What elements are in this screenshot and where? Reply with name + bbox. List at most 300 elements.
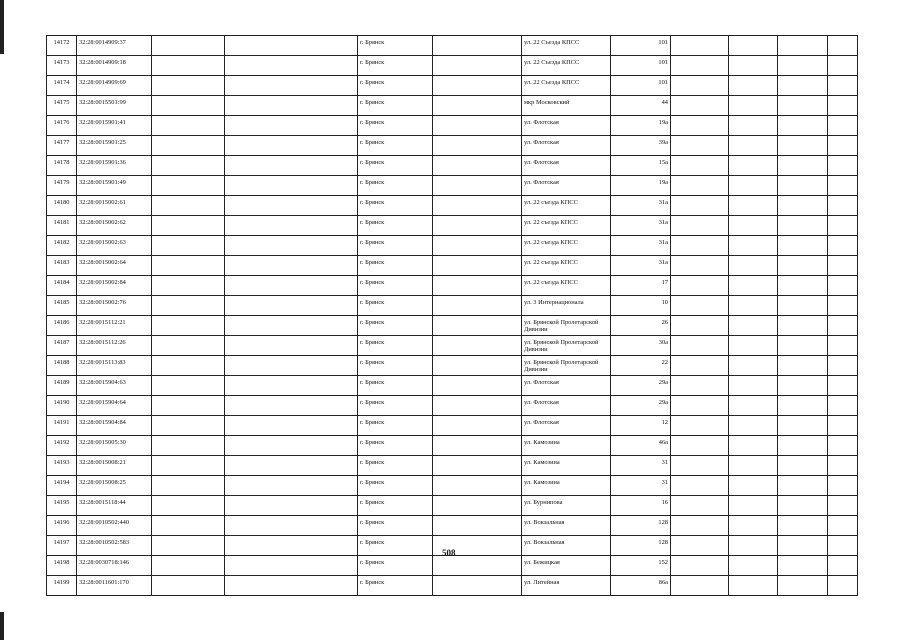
city-cell: г. Брянск <box>358 196 433 216</box>
empty-cell <box>433 496 522 516</box>
row-number-cell: 14188 <box>47 356 77 376</box>
empty-cell <box>152 376 225 396</box>
city-cell: г. Брянск <box>358 436 433 456</box>
house-number-cell: 19а <box>611 176 671 196</box>
empty-cell <box>828 576 858 596</box>
table-row <box>47 496 858 516</box>
empty-cell <box>828 316 858 336</box>
property-registry-table <box>46 35 858 596</box>
empty-cell <box>778 356 828 376</box>
empty-cell <box>225 456 358 476</box>
empty-cell <box>152 516 225 536</box>
empty-cell <box>671 376 729 396</box>
empty-cell <box>671 456 729 476</box>
empty-cell <box>152 396 225 416</box>
empty-cell <box>778 276 828 296</box>
cadastral-number-cell: 32:28:0015005:30 <box>77 436 152 456</box>
house-number-cell: 10 <box>611 296 671 316</box>
street-cell: ул. Литейная <box>522 576 611 596</box>
table-row <box>47 436 858 456</box>
empty-cell <box>729 76 778 96</box>
cadastral-number-cell: 32:28:0015002:62 <box>77 216 152 236</box>
empty-cell <box>729 396 778 416</box>
empty-cell <box>729 316 778 336</box>
empty-cell <box>433 576 522 596</box>
empty-cell <box>729 256 778 276</box>
empty-cell <box>152 96 225 116</box>
empty-cell <box>671 336 729 356</box>
table-row <box>47 96 858 116</box>
table-row <box>47 316 858 336</box>
empty-cell <box>828 496 858 516</box>
empty-cell <box>433 456 522 476</box>
row-number-cell: 14182 <box>47 236 77 256</box>
house-number-cell: 128 <box>611 536 671 556</box>
empty-cell <box>671 276 729 296</box>
empty-cell <box>778 576 828 596</box>
table-row <box>47 196 858 216</box>
row-number-cell: 14194 <box>47 476 77 496</box>
empty-cell <box>225 436 358 456</box>
empty-cell <box>671 556 729 576</box>
house-number-cell: 17 <box>611 276 671 296</box>
row-number-cell: 14174 <box>47 76 77 96</box>
city-cell: г. Брянск <box>358 296 433 316</box>
empty-cell <box>828 236 858 256</box>
empty-cell <box>778 96 828 116</box>
empty-cell <box>778 516 828 536</box>
empty-cell <box>152 176 225 196</box>
row-number-cell: 14189 <box>47 376 77 396</box>
row-number-cell: 14180 <box>47 196 77 216</box>
empty-cell <box>433 236 522 256</box>
cadastral-number-cell: 32:28:0015112:26 <box>77 336 152 356</box>
row-number-cell: 14173 <box>47 56 77 76</box>
empty-cell <box>225 576 358 596</box>
street-cell: ул. 3 Интернационала <box>522 296 611 316</box>
row-number-cell: 14191 <box>47 416 77 436</box>
city-cell: г. Брянск <box>358 536 433 556</box>
empty-cell <box>433 336 522 356</box>
city-cell: г. Брянск <box>358 496 433 516</box>
empty-cell <box>828 456 858 476</box>
row-number-cell: 14181 <box>47 216 77 236</box>
city-cell: г. Брянск <box>358 216 433 236</box>
row-number-cell: 14186 <box>47 316 77 336</box>
table-row <box>47 556 858 576</box>
row-number-cell: 14176 <box>47 116 77 136</box>
empty-cell <box>671 536 729 556</box>
empty-cell <box>671 316 729 336</box>
empty-cell <box>671 396 729 416</box>
house-number-cell: 12 <box>611 416 671 436</box>
empty-cell <box>778 396 828 416</box>
city-cell: г. Брянск <box>358 376 433 396</box>
empty-cell <box>729 216 778 236</box>
cadastral-number-cell: 32:28:0015008:25 <box>77 476 152 496</box>
house-number-cell: 31 <box>611 456 671 476</box>
cadastral-number-cell: 32:28:0015002:84 <box>77 276 152 296</box>
city-cell: г. Брянск <box>358 396 433 416</box>
cadastral-number-cell: 32:28:0015904:84 <box>77 416 152 436</box>
cadastral-number-cell: 32:28:0010502:583 <box>77 536 152 556</box>
empty-cell <box>729 116 778 136</box>
cadastral-number-cell: 32:28:0015501:99 <box>77 96 152 116</box>
empty-cell <box>778 476 828 496</box>
empty-cell <box>828 336 858 356</box>
empty-cell <box>828 556 858 576</box>
empty-cell <box>729 156 778 176</box>
table-row <box>47 516 858 536</box>
cadastral-number-cell: 32:28:0014909:69 <box>77 76 152 96</box>
empty-cell <box>433 96 522 116</box>
row-number-cell: 14187 <box>47 336 77 356</box>
table-row <box>47 76 858 96</box>
empty-cell <box>671 236 729 256</box>
city-cell: г. Брянск <box>358 116 433 136</box>
table-row <box>47 36 858 56</box>
empty-cell <box>152 436 225 456</box>
empty-cell <box>778 136 828 156</box>
empty-cell <box>433 376 522 396</box>
empty-cell <box>828 196 858 216</box>
table-row <box>47 376 858 396</box>
street-cell: ул. Вокзальная <box>522 516 611 536</box>
table-row <box>47 176 858 196</box>
empty-cell <box>152 276 225 296</box>
empty-cell <box>152 576 225 596</box>
empty-cell <box>671 576 729 596</box>
empty-cell <box>778 416 828 436</box>
empty-cell <box>828 76 858 96</box>
page-number: 508 <box>442 548 456 558</box>
empty-cell <box>729 236 778 256</box>
table-row <box>47 256 858 276</box>
empty-cell <box>729 576 778 596</box>
empty-cell <box>152 76 225 96</box>
row-number-cell: 14195 <box>47 496 77 516</box>
street-cell: ул. Камозина <box>522 476 611 496</box>
street-cell: ул. Бурнипова <box>522 496 611 516</box>
city-cell: г. Брянск <box>358 456 433 476</box>
cadastral-number-cell: 32:28:0015901:36 <box>77 156 152 176</box>
table-row <box>47 296 858 316</box>
empty-cell <box>225 76 358 96</box>
empty-cell <box>729 516 778 536</box>
house-number-cell: 46а <box>611 436 671 456</box>
empty-cell <box>778 216 828 236</box>
city-cell: г. Брянск <box>358 56 433 76</box>
empty-cell <box>433 476 522 496</box>
city-cell: г. Брянск <box>358 256 433 276</box>
street-cell: мкр Московский <box>522 96 611 116</box>
empty-cell <box>778 196 828 216</box>
house-number-cell: 22 <box>611 356 671 376</box>
empty-cell <box>828 376 858 396</box>
city-cell: г. Брянск <box>358 476 433 496</box>
city-cell: г. Брянск <box>358 76 433 96</box>
street-cell: ул. Флотская <box>522 376 611 396</box>
cadastral-number-cell: 32:28:0015901:25 <box>77 136 152 156</box>
house-number-cell: 128 <box>611 516 671 536</box>
house-number-cell: 31а <box>611 216 671 236</box>
empty-cell <box>152 496 225 516</box>
row-number-cell: 14185 <box>47 296 77 316</box>
empty-cell <box>828 536 858 556</box>
empty-cell <box>729 276 778 296</box>
empty-cell <box>433 216 522 236</box>
empty-cell <box>828 416 858 436</box>
cadastral-number-cell: 32:28:0014909:37 <box>77 36 152 56</box>
house-number-cell: 15а <box>611 156 671 176</box>
empty-cell <box>433 116 522 136</box>
house-number-cell: 86а <box>611 576 671 596</box>
scan-edge-mark-bottom <box>0 612 4 640</box>
house-number-cell: 30а <box>611 336 671 356</box>
empty-cell <box>152 56 225 76</box>
empty-cell <box>225 176 358 196</box>
empty-cell <box>225 236 358 256</box>
row-number-cell: 14198 <box>47 556 77 576</box>
empty-cell <box>225 56 358 76</box>
house-number-cell: 39а <box>611 136 671 156</box>
table-row <box>47 456 858 476</box>
empty-cell <box>729 96 778 116</box>
empty-cell <box>225 136 358 156</box>
empty-cell <box>225 216 358 236</box>
empty-cell <box>671 496 729 516</box>
row-number-cell: 14199 <box>47 576 77 596</box>
table-row <box>47 56 858 76</box>
house-number-cell: 26 <box>611 316 671 336</box>
empty-cell <box>433 56 522 76</box>
empty-cell <box>778 116 828 136</box>
street-cell: ул. 22 съезда КПСС <box>522 196 611 216</box>
empty-cell <box>729 436 778 456</box>
house-number-cell: 29а <box>611 396 671 416</box>
empty-cell <box>225 476 358 496</box>
cadastral-number-cell: 32:28:0015112:21 <box>77 316 152 336</box>
empty-cell <box>152 156 225 176</box>
empty-cell <box>152 36 225 56</box>
table-row <box>47 356 858 376</box>
empty-cell <box>729 136 778 156</box>
empty-cell <box>729 56 778 76</box>
empty-cell <box>828 96 858 116</box>
empty-cell <box>671 76 729 96</box>
cadastral-number-cell: 32:28:0015901:41 <box>77 116 152 136</box>
empty-cell <box>433 176 522 196</box>
empty-cell <box>671 116 729 136</box>
city-cell: г. Брянск <box>358 576 433 596</box>
empty-cell <box>225 516 358 536</box>
empty-cell <box>152 216 225 236</box>
cadastral-number-cell: 32:28:0015002:61 <box>77 196 152 216</box>
empty-cell <box>729 536 778 556</box>
city-cell: г. Брянск <box>358 36 433 56</box>
cadastral-number-cell: 32:28:0014909:18 <box>77 56 152 76</box>
empty-cell <box>729 456 778 476</box>
row-number-cell: 14177 <box>47 136 77 156</box>
empty-cell <box>778 176 828 196</box>
city-cell: г. Брянск <box>358 236 433 256</box>
house-number-cell: 29а <box>611 376 671 396</box>
empty-cell <box>433 296 522 316</box>
empty-cell <box>225 416 358 436</box>
empty-cell <box>433 36 522 56</box>
empty-cell <box>433 436 522 456</box>
street-cell: ул. 22 Съезда КПСС <box>522 56 611 76</box>
cadastral-number-cell: 32:28:0015904:64 <box>77 396 152 416</box>
empty-cell <box>152 536 225 556</box>
street-cell: ул. Брянской Пролетарской Дивизии <box>522 316 611 336</box>
empty-cell <box>671 36 729 56</box>
empty-cell <box>828 176 858 196</box>
table-row <box>47 156 858 176</box>
street-cell: ул. 22 Съезда КПСС <box>522 36 611 56</box>
cadastral-number-cell: 32:28:0015002:63 <box>77 236 152 256</box>
street-cell: ул. Бежицкая <box>522 556 611 576</box>
city-cell: г. Брянск <box>358 316 433 336</box>
empty-cell <box>433 356 522 376</box>
empty-cell <box>671 356 729 376</box>
empty-cell <box>828 156 858 176</box>
street-cell: ул. 22 съезда КПСС <box>522 216 611 236</box>
table-row <box>47 236 858 256</box>
cadastral-number-cell: 32:28:0015113:83 <box>77 356 152 376</box>
empty-cell <box>433 516 522 536</box>
empty-cell <box>778 336 828 356</box>
empty-cell <box>828 516 858 536</box>
row-number-cell: 14190 <box>47 396 77 416</box>
table-row <box>47 336 858 356</box>
street-cell: ул. Брянской Пролетарской Дивизии <box>522 336 611 356</box>
cadastral-number-cell: 32:28:0015002:76 <box>77 296 152 316</box>
row-number-cell: 14172 <box>47 36 77 56</box>
empty-cell <box>828 436 858 456</box>
empty-cell <box>671 136 729 156</box>
city-cell: г. Брянск <box>358 556 433 576</box>
table-row <box>47 396 858 416</box>
empty-cell <box>729 196 778 216</box>
empty-cell <box>433 276 522 296</box>
city-cell: г. Брянск <box>358 176 433 196</box>
table-row <box>47 116 858 136</box>
empty-cell <box>729 356 778 376</box>
cadastral-number-cell: 32:28:0030718:146 <box>77 556 152 576</box>
city-cell: г. Брянск <box>358 276 433 296</box>
empty-cell <box>778 296 828 316</box>
city-cell: г. Брянск <box>358 156 433 176</box>
empty-cell <box>729 296 778 316</box>
street-cell: ул. Камозина <box>522 456 611 476</box>
empty-cell <box>828 296 858 316</box>
empty-cell <box>152 476 225 496</box>
empty-cell <box>225 276 358 296</box>
empty-cell <box>225 96 358 116</box>
empty-cell <box>225 376 358 396</box>
empty-cell <box>778 256 828 276</box>
street-cell: ул. 22 съезда КПСС <box>522 276 611 296</box>
empty-cell <box>729 416 778 436</box>
house-number-cell: 101 <box>611 76 671 96</box>
empty-cell <box>778 556 828 576</box>
table-row <box>47 216 858 236</box>
empty-cell <box>778 76 828 96</box>
street-cell: ул. Флотская <box>522 156 611 176</box>
empty-cell <box>225 536 358 556</box>
empty-cell <box>152 236 225 256</box>
empty-cell <box>152 316 225 336</box>
empty-cell <box>828 356 858 376</box>
house-number-cell: 31а <box>611 256 671 276</box>
empty-cell <box>433 396 522 416</box>
empty-cell <box>225 36 358 56</box>
house-number-cell: 19а <box>611 116 671 136</box>
empty-cell <box>828 476 858 496</box>
cadastral-number-cell: 32:28:0015904:63 <box>77 376 152 396</box>
table-row <box>47 576 858 596</box>
house-number-cell: 44 <box>611 96 671 116</box>
row-number-cell: 14179 <box>47 176 77 196</box>
city-cell: г. Брянск <box>358 96 433 116</box>
empty-cell <box>152 456 225 476</box>
empty-cell <box>671 296 729 316</box>
empty-cell <box>433 76 522 96</box>
empty-cell <box>225 496 358 516</box>
street-cell: ул. 22 Съезда КПСС <box>522 76 611 96</box>
empty-cell <box>778 316 828 336</box>
empty-cell <box>225 256 358 276</box>
city-cell: г. Брянск <box>358 356 433 376</box>
empty-cell <box>433 256 522 276</box>
street-cell: ул. Камозина <box>522 436 611 456</box>
cadastral-number-cell: 32:28:0011601:170 <box>77 576 152 596</box>
house-number-cell: 101 <box>611 56 671 76</box>
empty-cell <box>671 56 729 76</box>
empty-cell <box>778 36 828 56</box>
city-cell: г. Брянск <box>358 416 433 436</box>
empty-cell <box>671 436 729 456</box>
empty-cell <box>152 416 225 436</box>
empty-cell <box>152 196 225 216</box>
scan-edge-mark-top <box>0 0 4 54</box>
empty-cell <box>778 56 828 76</box>
empty-cell <box>729 336 778 356</box>
empty-cell <box>225 396 358 416</box>
empty-cell <box>828 276 858 296</box>
empty-cell <box>828 56 858 76</box>
row-number-cell: 14192 <box>47 436 77 456</box>
empty-cell <box>671 96 729 116</box>
house-number-cell: 16 <box>611 496 671 516</box>
street-cell: ул. Флотская <box>522 176 611 196</box>
empty-cell <box>828 396 858 416</box>
street-cell: ул. Брянской Пролетарской Дивизии <box>522 356 611 376</box>
empty-cell <box>729 36 778 56</box>
street-cell: ул. 22 съезда КПСС <box>522 256 611 276</box>
empty-cell <box>152 136 225 156</box>
row-number-cell: 14178 <box>47 156 77 176</box>
empty-cell <box>225 116 358 136</box>
street-cell: ул. Вокзальная <box>522 536 611 556</box>
empty-cell <box>729 376 778 396</box>
empty-cell <box>729 476 778 496</box>
empty-cell <box>152 356 225 376</box>
empty-cell <box>152 296 225 316</box>
empty-cell <box>828 136 858 156</box>
empty-cell <box>671 516 729 536</box>
